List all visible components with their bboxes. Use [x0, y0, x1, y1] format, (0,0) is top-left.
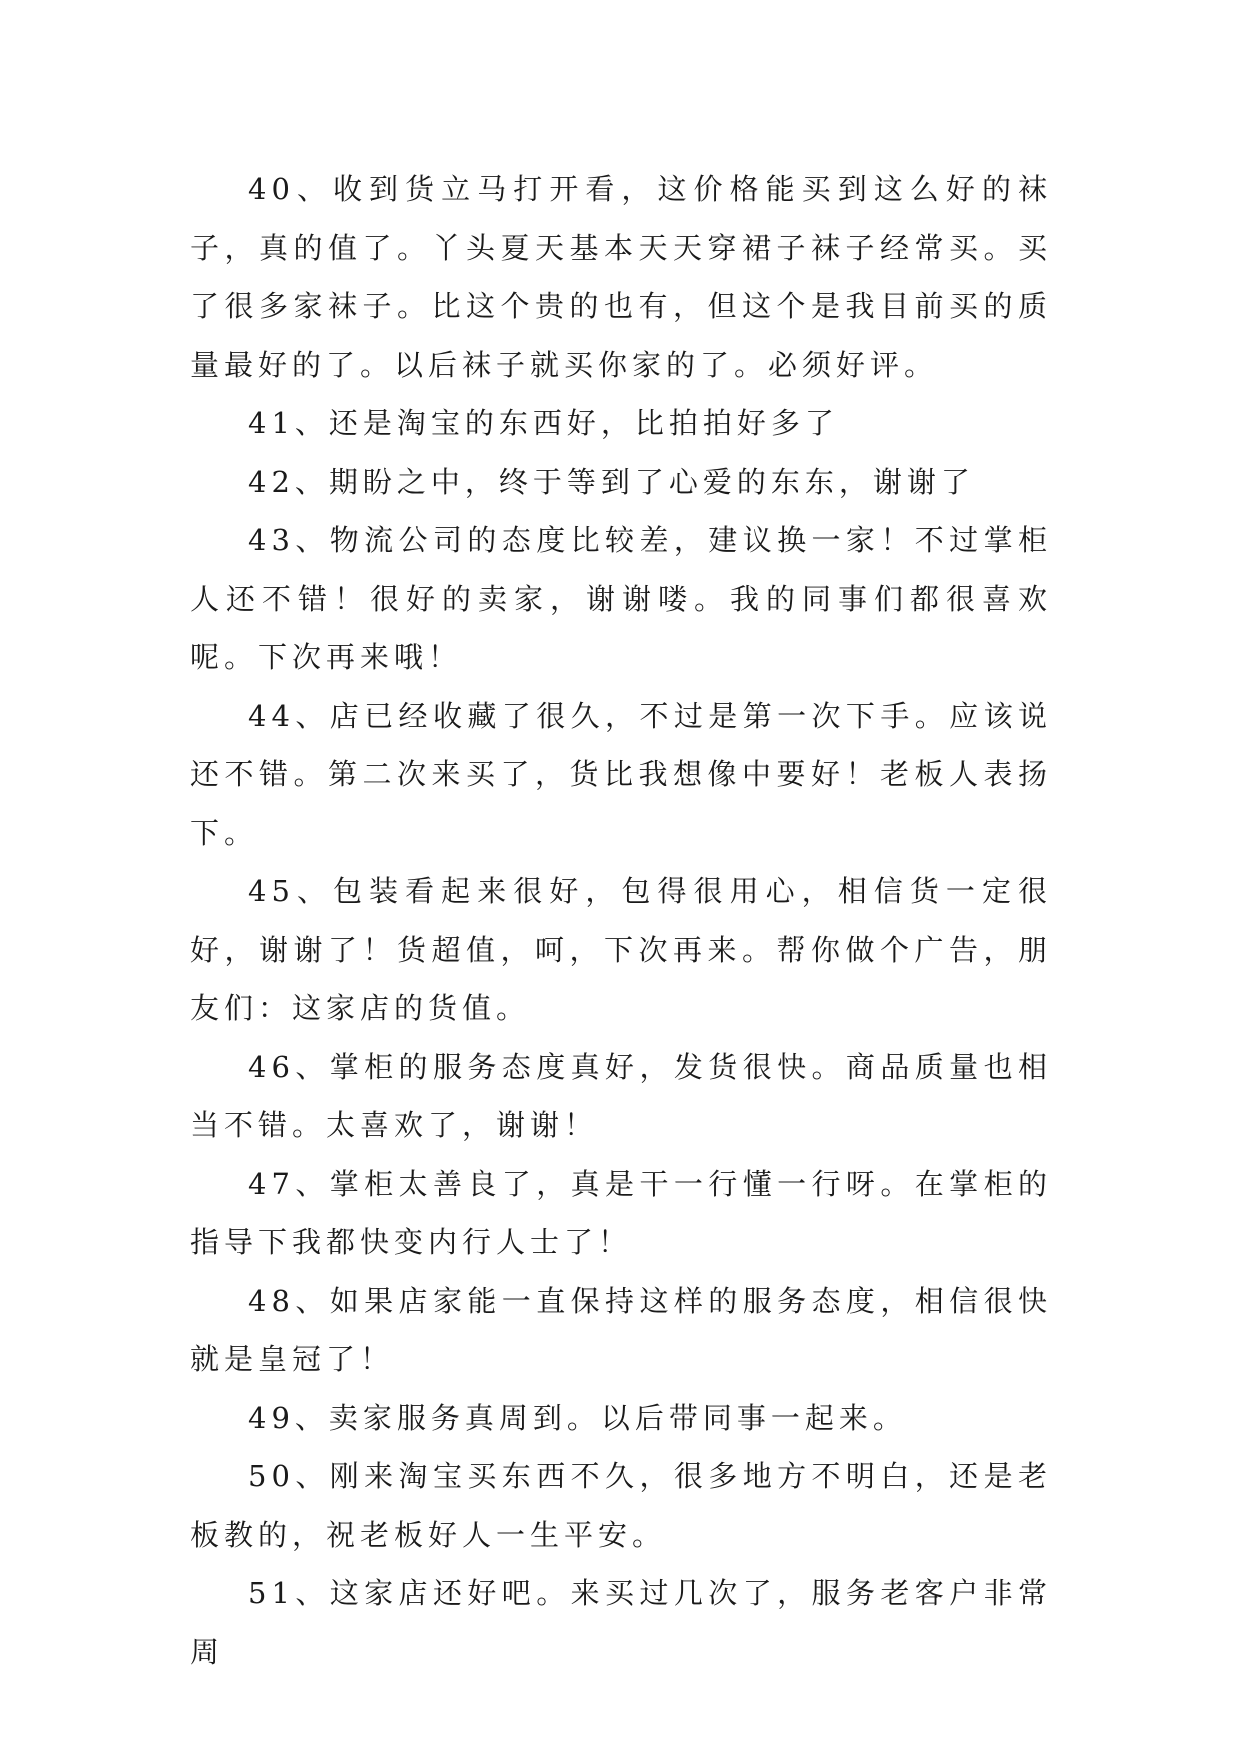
- review-paragraph-43: 43、物流公司的态度比较差，建议换一家！不过掌柜人还不错！很好的卖家，谢谢喽。我的同事们都很喜欢呢。下次再来哦！: [190, 523, 1052, 674]
- review-paragraph-44: 44、店已经收藏了很久，不过是第一次下手。应该说还不错。第二次来买了，货比我想像中要好！老板人表扬下。: [190, 698, 1052, 850]
- document-body: [190, 160, 1052, 1681]
- review-paragraph-51: 51、这家店还好吧。来买过几次了，服务老客户非常周: [190, 1576, 1052, 1669]
- review-paragraph-47: 47、掌柜太善良了，真是干一行懂一行呀。在掌柜的指导下我都快变内行人士了！: [190, 1166, 1052, 1259]
- review-paragraph-49: 49、卖家服务真周到。以后带同事一起来。: [248, 1400, 907, 1435]
- review-paragraph-40: 40、收到货立马打开看，这价格能买到这么好的袜子，真的值了。丫头夏天基本天天穿裙子袜子经常买。买了很多家袜子。比这个贵的也有，但这个是我目前买的质量最好的了。以后袜子就买你家的了。必须好评。: [190, 172, 1052, 382]
- review-paragraph-41: 41、还是淘宝的东西好，比拍拍好多了: [248, 406, 839, 440]
- review-paragraph-48: 48、如果店家能一直保持这样的服务态度，相信很快就是皇冠了！: [190, 1283, 1052, 1376]
- review-paragraph-42: 42、期盼之中，终于等到了心爱的东东，谢谢了: [248, 464, 975, 499]
- review-paragraph-45: 45、包装看起来很好，包得很用心，相信货一定很好，谢谢了！货超值，呵，下次再来。帮你做个广告，朋友们：这家店的货值。: [190, 874, 1052, 1025]
- review-paragraph-50: 50、刚来淘宝买东西不久，很多地方不明白，还是老板教的，祝老板好人一生平安。: [190, 1459, 1052, 1552]
- review-paragraph-46: 46、掌柜的服务态度真好，发货很快。商品质量也相当不错。太喜欢了，谢谢！: [190, 1049, 1052, 1142]
